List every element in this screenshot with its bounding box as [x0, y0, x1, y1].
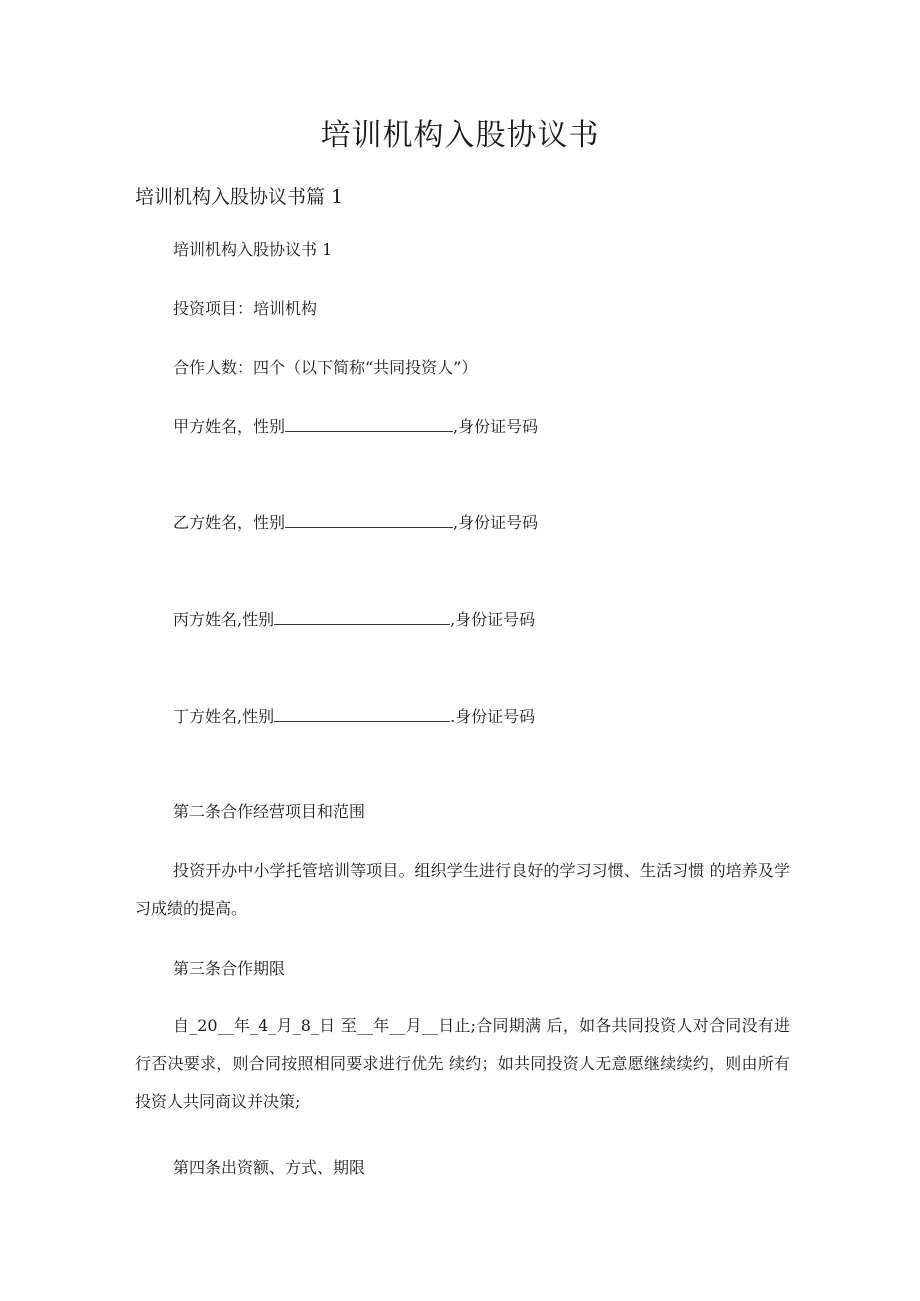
party-a-line	[173, 414, 538, 437]
party-d-line	[173, 704, 535, 727]
party-c-blank	[274, 610, 450, 625]
party-a-suffix: ,身份证号码	[453, 417, 539, 436]
party-b-line	[173, 510, 538, 533]
document-title: 培训机构入股协议书	[320, 118, 600, 153]
article-2-text: 投资开办中小学托管培训等项目。组织学生进行良好的学习习惯、生活习惯 的培养及学习成绩的提高。	[135, 861, 790, 918]
article-2-heading: 第二条合作经营项目和范围	[173, 802, 366, 821]
party-b-suffix: ,身份证号码	[453, 513, 539, 532]
party-a-prefix: 甲方姓名，性别	[173, 417, 286, 436]
party-c-line	[173, 607, 535, 630]
article-3-heading: 第三条合作期限	[173, 959, 286, 978]
party-c-prefix: 丙方姓名,性别	[173, 610, 275, 629]
party-d-blank	[274, 707, 450, 722]
project-line: 投资项目：培训机构	[173, 299, 318, 318]
partners-line: 合作人数：四个（以下简称“共同投资人”）	[173, 358, 478, 377]
party-a-blank	[285, 417, 453, 432]
party-d-prefix: 丁方姓名,性别	[173, 707, 275, 726]
party-c-suffix: ,身份证号码	[450, 610, 536, 629]
doc-name-line: 培训机构入股协议书 1	[173, 240, 333, 259]
article-4-heading: 第四条出资额、方式、期限	[173, 1158, 366, 1177]
document-subtitle: 培训机构入股协议书篇 1	[135, 186, 344, 208]
party-d-suffix: .身份证号码	[450, 707, 536, 726]
article-3-text: 自_20__年_4_月_8_日 至__年__月__日止;合同期满 后，如各共同投资人对合同没有进行否决要求，则合同按照相同要求进行优先 续约；如共同投资人无意愿继续续约，则由所有投资人共同商议并决策;	[135, 1016, 790, 1111]
party-b-prefix: 乙方姓名，性别	[173, 513, 286, 532]
party-b-blank	[285, 513, 453, 528]
